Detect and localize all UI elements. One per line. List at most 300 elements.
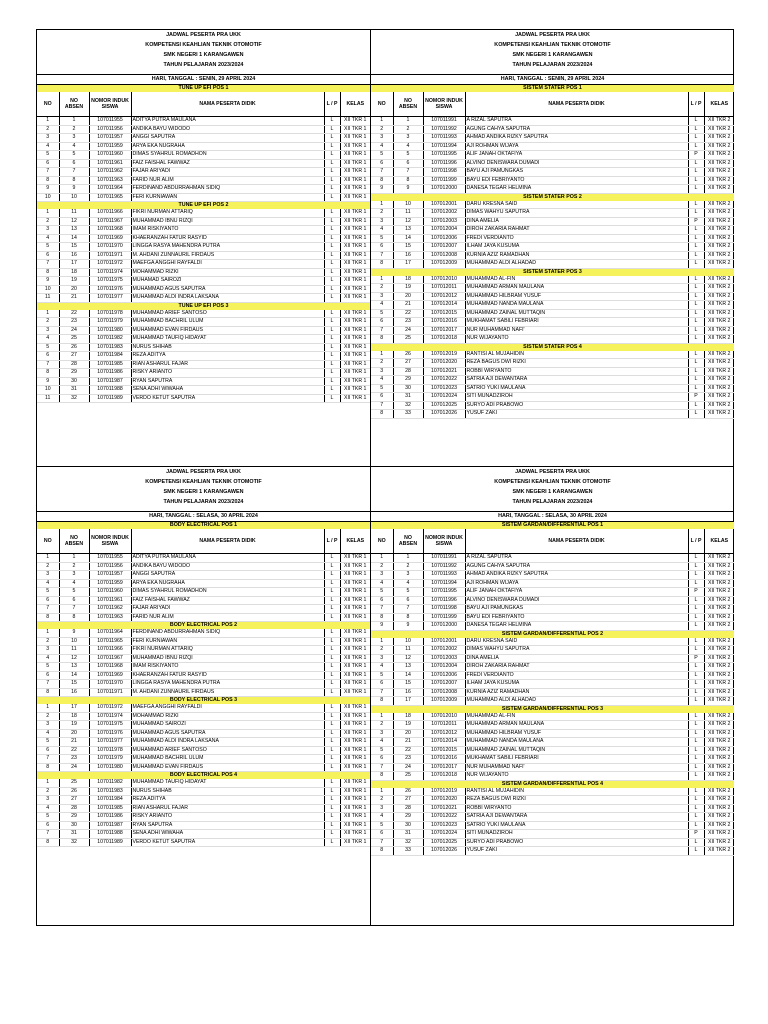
cell-no: 9 bbox=[37, 185, 59, 194]
cell-class: XII TKR 1 bbox=[340, 268, 370, 277]
table-row bbox=[371, 562, 734, 571]
cell-gender: L bbox=[688, 251, 704, 260]
cell-class: XII TKR 2 bbox=[704, 830, 734, 839]
cell-absen: 3 bbox=[59, 571, 89, 580]
column-absen: NO ABSEN bbox=[393, 92, 423, 117]
cell-gender: L bbox=[688, 721, 704, 730]
cell-no: 2 bbox=[371, 721, 393, 730]
cell-gender: L bbox=[688, 318, 704, 327]
cell-class: XII TKR 1 bbox=[340, 277, 370, 286]
table-row bbox=[371, 376, 734, 385]
column-absen: NO ABSEN bbox=[393, 529, 423, 554]
cell-no: 5 bbox=[37, 813, 59, 822]
cell-gender: L bbox=[688, 159, 704, 168]
cell-class: XII TKR 2 bbox=[704, 226, 734, 235]
cell-gender: L bbox=[688, 579, 704, 588]
cell-nis: 107011992 bbox=[423, 562, 465, 571]
table-row bbox=[371, 729, 734, 738]
table-row bbox=[371, 746, 734, 755]
cell-nis: 107011964 bbox=[89, 629, 131, 637]
column-class: KELAS bbox=[704, 529, 734, 554]
cell-absen: 6 bbox=[393, 596, 423, 605]
cell-gender: L bbox=[688, 134, 704, 143]
cell-absen: 7 bbox=[59, 605, 89, 614]
table-row bbox=[37, 377, 370, 386]
table-header-row bbox=[371, 529, 734, 554]
cell-class: XII TKR 2 bbox=[704, 813, 734, 822]
cell-class: XII TKR 1 bbox=[340, 588, 370, 597]
table-row bbox=[371, 410, 734, 419]
cell-absen: 10 bbox=[393, 201, 423, 209]
table-row bbox=[371, 276, 734, 284]
table-row bbox=[37, 343, 370, 352]
cell-gender: L bbox=[688, 226, 704, 235]
cell-no: 6 bbox=[371, 243, 393, 252]
cell-nis: 107012014 bbox=[423, 301, 465, 310]
cell-name: IMAM RISKIYANTO bbox=[131, 226, 324, 235]
cell-class: XII TKR 2 bbox=[704, 821, 734, 830]
cell-no: 2 bbox=[371, 284, 393, 293]
table-row bbox=[371, 638, 734, 646]
table-row bbox=[37, 729, 370, 738]
table-row bbox=[37, 588, 370, 597]
cell-name: AGUNG CAHYA SAPUTRA bbox=[465, 562, 688, 571]
cell-gender: L bbox=[324, 646, 340, 655]
cell-nis: 107012015 bbox=[423, 309, 465, 318]
cell-no: 7 bbox=[37, 755, 59, 764]
cell-absen: 23 bbox=[393, 318, 423, 327]
cell-class: XII TKR 1 bbox=[340, 746, 370, 755]
cell-gender: L bbox=[688, 554, 704, 563]
cell-absen: 17 bbox=[393, 697, 423, 706]
cell-absen: 31 bbox=[59, 830, 89, 839]
cell-absen: 11 bbox=[393, 209, 423, 218]
cell-no: 3 bbox=[371, 217, 393, 226]
cell-name: M. AHDANI ZUNNAURIL FIRDAUS bbox=[131, 251, 324, 260]
cell-nis: 107011991 bbox=[423, 117, 465, 126]
column-name: NAMA PESERTA DIDIK bbox=[131, 529, 324, 554]
cell-no: 11 bbox=[37, 394, 59, 403]
cell-class: XII TKR 1 bbox=[340, 804, 370, 813]
table-row bbox=[37, 746, 370, 755]
cell-gender: L bbox=[324, 663, 340, 672]
cell-gender: L bbox=[688, 326, 704, 335]
cell-absen: 13 bbox=[59, 226, 89, 235]
schedule-date: HARI, TANGGAL : SENIN, 29 APRIL 2024 bbox=[37, 74, 370, 85]
participant-table bbox=[371, 713, 734, 781]
header-year: TAHUN PELAJARAN 2023/2024 bbox=[512, 499, 593, 505]
cell-class: XII TKR 2 bbox=[704, 713, 734, 721]
schedule-block-tuesday-tkr2 bbox=[371, 467, 734, 856]
cell-class: XII TKR 1 bbox=[340, 310, 370, 318]
cell-no: 4 bbox=[37, 335, 59, 344]
cell-class: XII TKR 1 bbox=[340, 554, 370, 563]
cell-class: XII TKR 2 bbox=[704, 151, 734, 160]
cell-gender: L bbox=[688, 301, 704, 310]
cell-absen: 25 bbox=[59, 779, 89, 787]
cell-gender: L bbox=[324, 277, 340, 286]
cell-no: 2 bbox=[37, 125, 59, 134]
table-row bbox=[37, 251, 370, 260]
cell-name: MUHAMMAD AGUS SAPUTRA bbox=[131, 285, 324, 294]
table-row bbox=[371, 359, 734, 368]
cell-absen: 13 bbox=[393, 663, 423, 672]
cell-name: MUHAMMAD BACHRIL ULUM bbox=[131, 755, 324, 764]
cell-nis: 107011971 bbox=[89, 251, 131, 260]
cell-nis: 107011989 bbox=[89, 838, 131, 847]
cell-name: NUR MUHAMMAD NAFI' bbox=[465, 326, 688, 335]
cell-class: XII TKR 2 bbox=[704, 251, 734, 260]
column-nis: NOMOR INDUK SISWA bbox=[423, 529, 465, 554]
cell-class: XII TKR 1 bbox=[340, 704, 370, 712]
cell-no: 3 bbox=[371, 292, 393, 301]
cell-nis: 107011970 bbox=[89, 680, 131, 689]
cell-gender: L bbox=[324, 688, 340, 697]
cell-nis: 107011998 bbox=[423, 605, 465, 614]
header-program: KOMPETENSI KEAHLIAN TEKNIK OTOMOTIF bbox=[494, 479, 611, 485]
cell-no: 2 bbox=[371, 125, 393, 134]
header-title: JADWAL PESERTA PRA UKK bbox=[515, 469, 590, 475]
cell-absen: 29 bbox=[393, 376, 423, 385]
cell-class: XII TKR 2 bbox=[704, 335, 734, 344]
cell-no: 4 bbox=[37, 654, 59, 663]
cell-class: XII TKR 2 bbox=[704, 738, 734, 747]
table-row bbox=[371, 217, 734, 226]
cell-gender: L bbox=[324, 571, 340, 580]
table-row bbox=[371, 384, 734, 393]
cell-absen: 17 bbox=[59, 260, 89, 269]
cell-no: 8 bbox=[37, 763, 59, 772]
cell-absen: 32 bbox=[59, 838, 89, 847]
cell-gender: L bbox=[324, 251, 340, 260]
cell-name: DANESA TEGAR HELMINA bbox=[465, 185, 688, 194]
cell-class: XII TKR 1 bbox=[340, 787, 370, 796]
cell-name: M. AHDANI ZUNNAURIL FIRDAUS bbox=[131, 688, 324, 697]
cell-name: MUHAMMAD IBNU RIZQI bbox=[131, 654, 324, 663]
cell-name: REZA ADITYA bbox=[131, 796, 324, 805]
cell-no: 3 bbox=[37, 326, 59, 335]
cell-gender: L bbox=[324, 134, 340, 143]
cell-gender: L bbox=[324, 343, 340, 352]
cell-absen: 10 bbox=[59, 193, 89, 202]
cell-class: XII TKR 1 bbox=[340, 721, 370, 730]
table-row bbox=[371, 721, 734, 730]
column-no: NO bbox=[37, 529, 59, 554]
cell-no: 1 bbox=[371, 276, 393, 284]
header-school: SMK NEGERI 1 KARANGAWEN bbox=[163, 52, 244, 58]
cell-class: XII TKR 1 bbox=[340, 688, 370, 697]
cell-name: FIKRI NURMAN ATTARIQ bbox=[131, 209, 324, 217]
cell-name: ROBBI WIRYANTO bbox=[465, 367, 688, 376]
cell-absen: 25 bbox=[59, 335, 89, 344]
table-row bbox=[37, 217, 370, 226]
cell-nis: 107012000 bbox=[423, 622, 465, 631]
cell-class: XII TKR 1 bbox=[340, 168, 370, 177]
table-row bbox=[37, 629, 370, 637]
cell-gender: L bbox=[688, 838, 704, 847]
cell-name: SENA ADHI WIWAHA bbox=[131, 830, 324, 839]
column-nis: NOMOR INDUK SISWA bbox=[423, 92, 465, 117]
cell-class: XII TKR 2 bbox=[704, 393, 734, 402]
cell-name: FERDINAND ABDURRAHMAN SIDIQ bbox=[131, 185, 324, 194]
cell-gender: L bbox=[688, 142, 704, 151]
participant-table bbox=[37, 209, 370, 303]
cell-no: 2 bbox=[37, 318, 59, 327]
cell-class: XII TKR 1 bbox=[340, 596, 370, 605]
header-year: TAHUN PELAJARAN 2023/2024 bbox=[163, 499, 244, 505]
cell-name: DIMAS SYAHRUL ROMADHON bbox=[131, 588, 324, 597]
cell-class: XII TKR 1 bbox=[340, 386, 370, 395]
cell-no: 6 bbox=[371, 318, 393, 327]
table-row bbox=[371, 125, 734, 134]
cell-nis: 107012011 bbox=[423, 284, 465, 293]
cell-nis: 107012017 bbox=[423, 326, 465, 335]
cell-no: 10 bbox=[37, 386, 59, 395]
header-program: KOMPETENSI KEAHLIAN TEKNIK OTOMOTIF bbox=[145, 42, 262, 48]
table-row bbox=[37, 117, 370, 126]
cell-gender: L bbox=[688, 571, 704, 580]
cell-name: KURNIA AZIZ RAMADHAN bbox=[465, 688, 688, 697]
cell-class: XII TKR 2 bbox=[704, 201, 734, 209]
cell-class: XII TKR 2 bbox=[704, 729, 734, 738]
participant-table bbox=[37, 704, 370, 772]
cell-nis: 107011962 bbox=[89, 605, 131, 614]
table-row bbox=[371, 654, 734, 663]
cell-name: MUHAMMAD ARMAN MAULANA bbox=[465, 284, 688, 293]
cell-nis: 107012022 bbox=[423, 376, 465, 385]
cell-nis: 107011980 bbox=[89, 763, 131, 772]
cell-class: XII TKR 2 bbox=[704, 301, 734, 310]
cell-absen: 21 bbox=[59, 294, 89, 303]
cell-name: ANGGI SAPUTRA bbox=[131, 571, 324, 580]
cell-gender: L bbox=[688, 562, 704, 571]
cell-nis: 107012023 bbox=[423, 384, 465, 393]
cell-name: SURYO ADI PRABOWO bbox=[465, 401, 688, 410]
cell-absen: 20 bbox=[59, 729, 89, 738]
cell-gender: L bbox=[324, 226, 340, 235]
cell-absen: 10 bbox=[59, 637, 89, 646]
cell-no: 6 bbox=[371, 755, 393, 764]
table-row bbox=[37, 663, 370, 672]
cell-absen: 12 bbox=[393, 217, 423, 226]
cell-gender: L bbox=[324, 613, 340, 622]
cell-absen: 4 bbox=[59, 579, 89, 588]
cell-absen: 20 bbox=[393, 292, 423, 301]
cell-nis: 107012014 bbox=[423, 738, 465, 747]
cell-absen: 29 bbox=[59, 369, 89, 378]
table-row bbox=[371, 571, 734, 580]
table-row bbox=[371, 260, 734, 269]
cell-absen: 7 bbox=[393, 168, 423, 177]
table-row bbox=[371, 813, 734, 822]
cell-class: XII TKR 2 bbox=[704, 326, 734, 335]
cell-no: 6 bbox=[37, 596, 59, 605]
cell-gender: L bbox=[688, 125, 704, 134]
cell-no: 5 bbox=[371, 234, 393, 243]
cell-absen: 2 bbox=[59, 125, 89, 134]
cell-class: XII TKR 1 bbox=[340, 755, 370, 764]
cell-no: 4 bbox=[37, 234, 59, 243]
participant-table bbox=[37, 310, 370, 404]
cell-absen: 30 bbox=[393, 821, 423, 830]
cell-class: XII TKR 1 bbox=[340, 185, 370, 194]
cell-no: 8 bbox=[371, 772, 393, 781]
cell-nis: 107011972 bbox=[89, 260, 131, 269]
cell-no: 3 bbox=[37, 226, 59, 235]
cell-no: 5 bbox=[37, 588, 59, 597]
cell-absen: 11 bbox=[393, 646, 423, 655]
cell-class: XII TKR 1 bbox=[340, 377, 370, 386]
table-row bbox=[37, 637, 370, 646]
cell-no: 4 bbox=[371, 663, 393, 672]
cell-name: SITI MUNADZIROH bbox=[465, 830, 688, 839]
cell-nis: 107012018 bbox=[423, 772, 465, 781]
cell-absen: 11 bbox=[59, 209, 89, 217]
table-row bbox=[371, 830, 734, 839]
header-title: JADWAL PESERTA PRA UKK bbox=[515, 32, 590, 38]
cell-nis: 107011966 bbox=[89, 209, 131, 217]
table-row bbox=[37, 571, 370, 580]
cell-absen: 17 bbox=[59, 704, 89, 712]
cell-nis: 107011967 bbox=[89, 654, 131, 663]
table-row bbox=[37, 268, 370, 277]
cell-no: 4 bbox=[37, 804, 59, 813]
cell-nis: 107012006 bbox=[423, 234, 465, 243]
cell-class: XII TKR 1 bbox=[340, 671, 370, 680]
cell-no: 2 bbox=[37, 712, 59, 721]
cell-gender: L bbox=[324, 704, 340, 712]
cell-name: REZA BAGUS DWI RIZKI bbox=[465, 359, 688, 368]
header-title: JADWAL PESERTA PRA UKK bbox=[166, 32, 241, 38]
cell-absen: 27 bbox=[59, 796, 89, 805]
cell-class: XII TKR 2 bbox=[704, 359, 734, 368]
cell-no: 8 bbox=[371, 410, 393, 419]
cell-class: XII TKR 2 bbox=[704, 721, 734, 730]
cell-name: MAEFGA ANGGHI RAYFALDI bbox=[131, 704, 324, 712]
header-school: SMK NEGERI 1 KARANGAWEN bbox=[512, 52, 593, 58]
cell-name: DIMAS SYAHRUL ROMADHON bbox=[131, 151, 324, 160]
cell-gender: L bbox=[324, 629, 340, 637]
cell-absen: 31 bbox=[393, 830, 423, 839]
table-row bbox=[371, 401, 734, 410]
cell-no: 5 bbox=[37, 663, 59, 672]
cell-name: MUHAMMAD HILBRAM YUSUF bbox=[465, 292, 688, 301]
cell-absen: 14 bbox=[59, 671, 89, 680]
table-row bbox=[37, 260, 370, 269]
table-row bbox=[371, 168, 734, 177]
cell-gender: L bbox=[324, 671, 340, 680]
cell-nis: 107011979 bbox=[89, 755, 131, 764]
cell-gender: L bbox=[688, 260, 704, 269]
cell-absen: 25 bbox=[393, 772, 423, 781]
cell-class: XII TKR 2 bbox=[704, 292, 734, 301]
cell-gender: L bbox=[324, 787, 340, 796]
cell-absen: 26 bbox=[393, 351, 423, 359]
cell-gender: L bbox=[688, 772, 704, 781]
table-row bbox=[371, 596, 734, 605]
participant-table bbox=[371, 201, 734, 269]
cell-nis: 107011975 bbox=[89, 277, 131, 286]
cell-gender: L bbox=[324, 352, 340, 361]
cell-gender: L bbox=[324, 185, 340, 194]
cell-nis: 107011994 bbox=[423, 142, 465, 151]
cell-gender: L bbox=[324, 318, 340, 327]
table-row bbox=[371, 176, 734, 185]
cell-name: FERI KURNIAWAN bbox=[131, 637, 324, 646]
section-title: TUNE UP EFI POS 2 bbox=[37, 202, 370, 209]
cell-name: MUKHAMAT SABILI FEBRIARI bbox=[465, 318, 688, 327]
cell-name: A RIZAL SAPUTRA bbox=[465, 117, 688, 126]
cell-nis: 107011966 bbox=[89, 646, 131, 655]
cell-gender: L bbox=[688, 176, 704, 185]
cell-no: 8 bbox=[371, 176, 393, 185]
cell-class: XII TKR 2 bbox=[704, 125, 734, 134]
table-row bbox=[371, 142, 734, 151]
cell-nis: 107012000 bbox=[423, 185, 465, 194]
cell-nis: 107011989 bbox=[89, 394, 131, 403]
cell-gender: L bbox=[688, 671, 704, 680]
table-row bbox=[371, 301, 734, 310]
cell-nis: 107011955 bbox=[89, 554, 131, 563]
cell-name: MUHAMMAD ZAINAL MUTTAQIN bbox=[465, 746, 688, 755]
cell-nis: 107012012 bbox=[423, 729, 465, 738]
cell-nis: 107011965 bbox=[89, 193, 131, 202]
cell-class: XII TKR 2 bbox=[704, 117, 734, 126]
table-row bbox=[371, 318, 734, 327]
cell-nis: 107012009 bbox=[423, 697, 465, 706]
cell-nis: 107011974 bbox=[89, 712, 131, 721]
cell-nis: 107012026 bbox=[423, 847, 465, 856]
cell-absen: 7 bbox=[59, 168, 89, 177]
cell-class: XII TKR 2 bbox=[704, 159, 734, 168]
cell-gender: L bbox=[324, 596, 340, 605]
schedule-date: HARI, TANGGAL : SELASA, 30 APRIL 2024 bbox=[371, 511, 734, 522]
cell-name: MUHAMMAD BACHRIL ULUM bbox=[131, 318, 324, 327]
cell-no: 2 bbox=[371, 359, 393, 368]
cell-no: 1 bbox=[371, 713, 393, 721]
cell-absen: 15 bbox=[59, 243, 89, 252]
cell-no: 6 bbox=[371, 830, 393, 839]
cell-absen: 32 bbox=[59, 394, 89, 403]
cell-absen: 18 bbox=[393, 276, 423, 284]
table-row bbox=[371, 554, 734, 563]
cell-no: 3 bbox=[371, 571, 393, 580]
cell-nis: 107011991 bbox=[423, 554, 465, 563]
table-row bbox=[37, 243, 370, 252]
cell-gender: P bbox=[688, 151, 704, 160]
cell-absen: 24 bbox=[393, 326, 423, 335]
participant-table bbox=[37, 779, 370, 847]
cell-name: VERDO KETUT SAPUTRA bbox=[131, 394, 324, 403]
participant-table bbox=[371, 276, 734, 344]
cell-name: MOHAMMAD RIZKI bbox=[131, 268, 324, 277]
cell-class: XII TKR 2 bbox=[704, 804, 734, 813]
cell-name: MUHAMMAD IBNU RIZQI bbox=[131, 217, 324, 226]
cell-name: MUHAMMAD AL-FIN bbox=[465, 713, 688, 721]
cell-absen: 24 bbox=[59, 326, 89, 335]
table-row bbox=[371, 393, 734, 402]
cell-class: XII TKR 2 bbox=[704, 697, 734, 706]
cell-gender: P bbox=[688, 217, 704, 226]
cell-absen: 10 bbox=[393, 638, 423, 646]
column-absen: NO ABSEN bbox=[59, 92, 89, 117]
cell-nis: 107012022 bbox=[423, 813, 465, 822]
cell-name: SATRIA AJI DEWANTARA bbox=[465, 376, 688, 385]
table-row bbox=[37, 804, 370, 813]
cell-class: XII TKR 1 bbox=[340, 335, 370, 344]
cell-name: KHAERANZAH FATUR RASYID bbox=[131, 234, 324, 243]
cell-name: FAIZ FAISHAL FAWWAZ bbox=[131, 159, 324, 168]
